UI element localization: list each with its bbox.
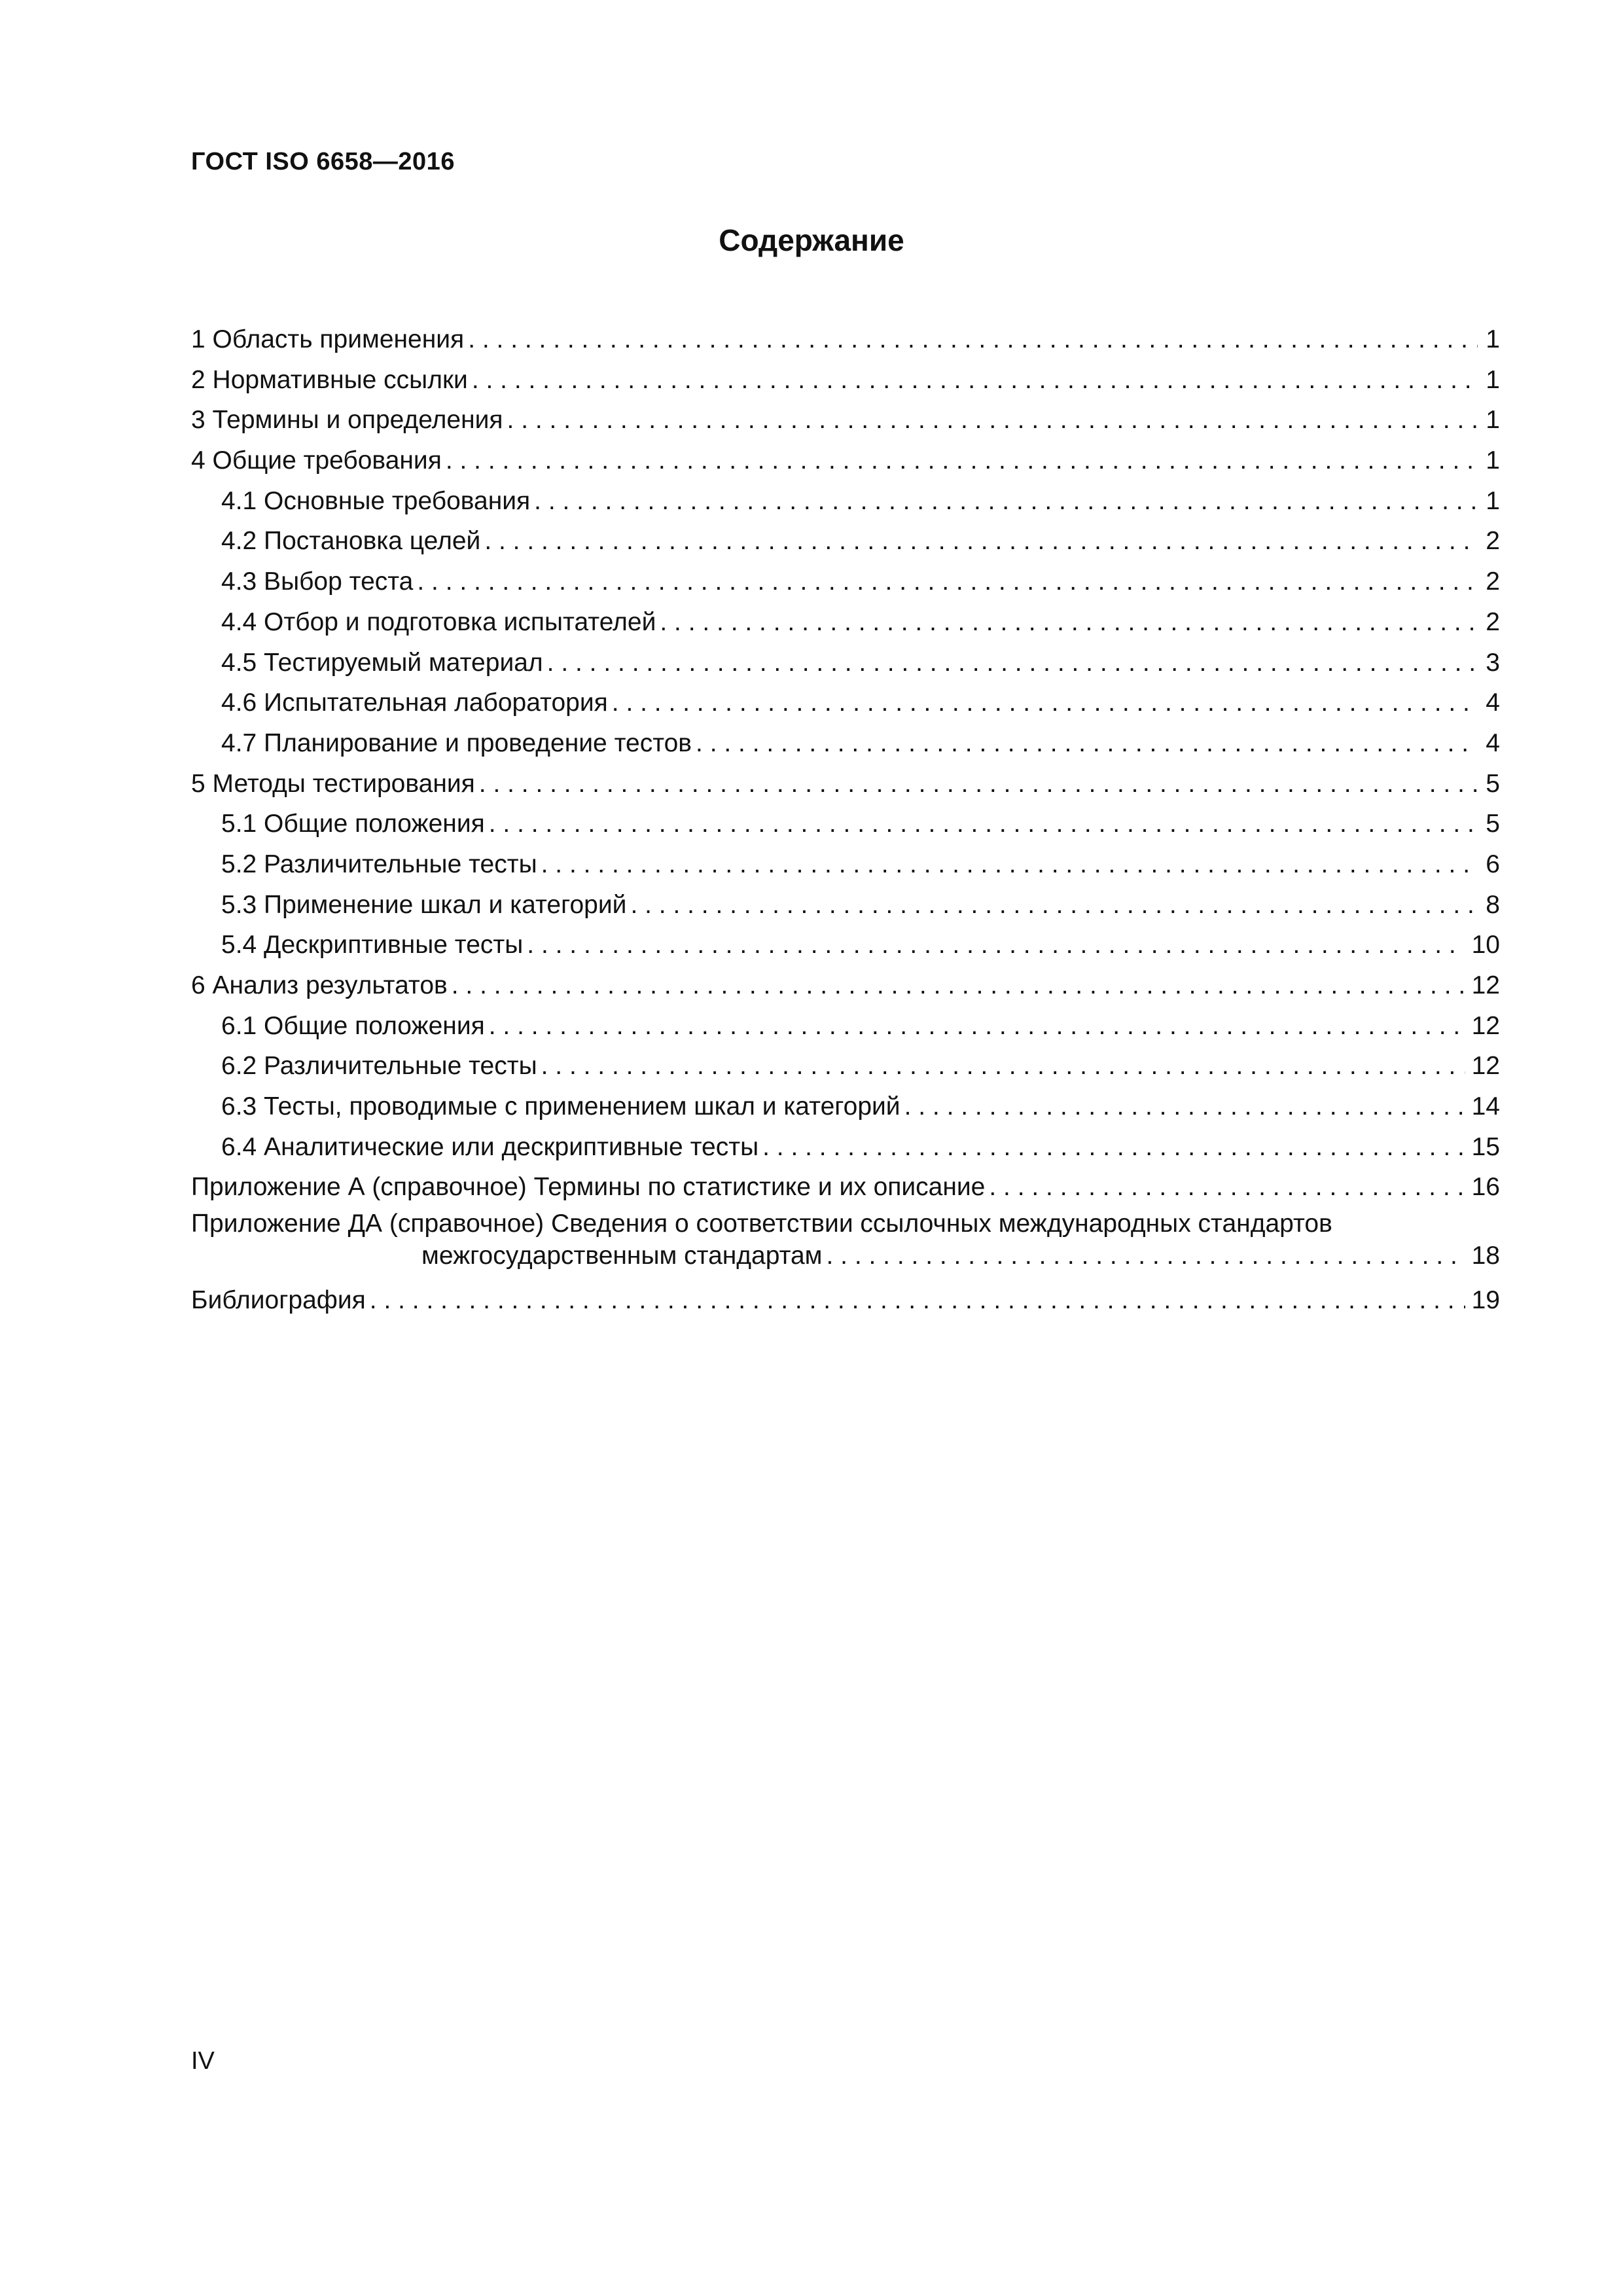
toc-entry[interactable] bbox=[191, 521, 1500, 562]
toc-entry-page: 12 bbox=[1471, 971, 1500, 999]
toc-entry-page: 1 bbox=[1486, 365, 1500, 394]
toc-entry-label-line2: межгосударственным стандартам bbox=[421, 1242, 823, 1270]
toc-entry-label: Приложение А (справочное) Термины по статистике и их описание bbox=[191, 1173, 986, 1202]
toc-dot-leader bbox=[489, 804, 1478, 844]
toc-entry[interactable] bbox=[191, 885, 1500, 925]
toc-entry-page: 1 bbox=[1486, 446, 1500, 475]
toc-dot-leader bbox=[417, 562, 1478, 602]
toc-dot-leader bbox=[696, 723, 1478, 764]
toc-entry-label: 6.2 Различительные тесты bbox=[221, 1052, 537, 1081]
toc-entry-page: 15 bbox=[1471, 1132, 1500, 1161]
toc-dot-leader bbox=[484, 521, 1478, 562]
toc-entry-label: 4.7 Планирование и проведение тестов bbox=[221, 728, 692, 757]
toc-entry-page: 12 bbox=[1471, 1011, 1500, 1040]
toc-entry-label: 3 Термины и определения bbox=[191, 406, 503, 435]
toc-entry[interactable] bbox=[191, 602, 1500, 643]
toc-entry[interactable] bbox=[191, 1167, 1500, 1208]
toc-entry-page: 18 bbox=[1471, 1242, 1500, 1270]
toc-dot-leader bbox=[479, 764, 1478, 804]
table-of-contents bbox=[191, 319, 1500, 1321]
toc-entry-page: 5 bbox=[1486, 769, 1500, 798]
toc-dot-leader bbox=[472, 360, 1478, 401]
toc-entry[interactable] bbox=[191, 319, 1500, 360]
toc-entry[interactable] bbox=[191, 400, 1500, 440]
toc-entry-label: 6.1 Общие положения bbox=[221, 1011, 485, 1040]
toc-entry[interactable] bbox=[191, 965, 1500, 1006]
toc-entry-label: 4.6 Испытательная лаборатория bbox=[221, 689, 608, 717]
toc-dot-leader bbox=[468, 319, 1478, 360]
document-code: ГОСТ ISO 6658—2016 bbox=[191, 148, 455, 175]
toc-entry-label: 4 Общие требования bbox=[191, 446, 442, 475]
toc-entry-page: 10 bbox=[1471, 931, 1500, 960]
toc-entry-annex-da[interactable] bbox=[191, 1208, 1500, 1280]
page-number: IV bbox=[191, 2047, 215, 2075]
toc-entry-label: 4.3 Выбор теста bbox=[221, 567, 414, 596]
toc-entry-label: 5 Методы тестирования bbox=[191, 769, 475, 798]
toc-dot-leader bbox=[541, 844, 1478, 885]
toc-entry-label: 1 Область применения bbox=[191, 325, 465, 353]
toc-entry-label: 4.2 Постановка целей bbox=[221, 527, 481, 556]
toc-entry-page: 1 bbox=[1486, 406, 1500, 435]
toc-entry-label: 6.4 Аналитические или дескриптивные тесты bbox=[221, 1132, 759, 1161]
toc-dot-leader bbox=[612, 683, 1478, 723]
toc-dot-leader bbox=[541, 1046, 1465, 1086]
toc-entry-label: 2 Нормативные ссылки bbox=[191, 365, 468, 394]
toc-dot-leader bbox=[660, 602, 1478, 643]
toc-dot-leader bbox=[827, 1240, 1465, 1272]
toc-entry-label: 5.2 Различительные тесты bbox=[221, 850, 537, 878]
toc-entry-page: 4 bbox=[1486, 728, 1500, 757]
toc-entries bbox=[191, 319, 1500, 1208]
toc-entry-label: 4.1 Основные требования bbox=[221, 486, 531, 515]
toc-entry-label-continuation bbox=[191, 1240, 1500, 1280]
toc-entry[interactable] bbox=[191, 844, 1500, 885]
toc-entry-page: 3 bbox=[1486, 648, 1500, 677]
toc-entry[interactable] bbox=[191, 481, 1500, 522]
toc-entry[interactable] bbox=[191, 643, 1500, 683]
toc-entry[interactable] bbox=[191, 764, 1500, 804]
toc-dot-leader bbox=[547, 643, 1478, 683]
toc-dot-leader bbox=[370, 1280, 1465, 1321]
toc-entry-page: 12 bbox=[1471, 1052, 1500, 1081]
toc-entry-label: Библиография bbox=[191, 1286, 366, 1315]
toc-entry[interactable] bbox=[191, 1086, 1500, 1127]
toc-dot-leader bbox=[452, 965, 1465, 1006]
toc-entry-page: 19 bbox=[1471, 1286, 1500, 1315]
toc-entry-label: 5.4 Дескриптивные тесты bbox=[221, 931, 524, 960]
toc-entry-bibliography[interactable] bbox=[191, 1280, 1500, 1321]
toc-entry[interactable] bbox=[191, 804, 1500, 844]
toc-entry-page: 1 bbox=[1486, 325, 1500, 353]
toc-entry-label: 5.1 Общие положения bbox=[221, 810, 485, 838]
toc-entry-label: 5.3 Применение шкал и категорий bbox=[221, 890, 627, 919]
toc-entry[interactable] bbox=[191, 1127, 1500, 1168]
toc-entry-page: 6 bbox=[1486, 850, 1500, 878]
toc-entry-page: 2 bbox=[1486, 527, 1500, 556]
toc-dot-leader bbox=[904, 1086, 1465, 1127]
toc-entry[interactable] bbox=[191, 683, 1500, 723]
toc-title: Содержание bbox=[719, 223, 904, 257]
toc-dot-leader bbox=[446, 440, 1478, 481]
toc-dot-leader bbox=[527, 925, 1465, 965]
toc-entry-page: 1 bbox=[1486, 486, 1500, 515]
toc-entry-page: 2 bbox=[1486, 607, 1500, 636]
toc-entry-page: 8 bbox=[1486, 890, 1500, 919]
toc-entry[interactable] bbox=[191, 1046, 1500, 1086]
toc-entry-page: 14 bbox=[1471, 1092, 1500, 1121]
toc-entry-page: 4 bbox=[1486, 689, 1500, 717]
toc-entry[interactable] bbox=[191, 925, 1500, 965]
toc-dot-leader bbox=[762, 1127, 1465, 1168]
toc-entry[interactable] bbox=[191, 562, 1500, 602]
toc-entry-label: 4.5 Тестируемый материал bbox=[221, 648, 543, 677]
toc-entry-label: 6 Анализ результатов bbox=[191, 971, 448, 999]
toc-dot-leader bbox=[534, 481, 1478, 522]
toc-dot-leader bbox=[630, 885, 1478, 925]
toc-entry-page: 2 bbox=[1486, 567, 1500, 596]
toc-entry[interactable] bbox=[191, 360, 1500, 401]
toc-entry[interactable] bbox=[191, 1006, 1500, 1047]
toc-entry-label: Приложение ДА (справочное) Сведения о соответствии ссылочных международных стандартов bbox=[191, 1210, 1332, 1238]
toc-entry[interactable] bbox=[191, 440, 1500, 481]
toc-entry-page: 5 bbox=[1486, 810, 1500, 838]
toc-entry[interactable] bbox=[191, 723, 1500, 764]
toc-dot-leader bbox=[507, 400, 1478, 440]
toc-entry-page: 16 bbox=[1471, 1173, 1500, 1202]
toc-entry-label: 6.3 Тесты, проводимые с применением шкал и категорий bbox=[221, 1092, 901, 1121]
toc-entry-label: 4.4 Отбор и подготовка испытателей bbox=[221, 607, 656, 636]
toc-dot-leader bbox=[989, 1167, 1465, 1208]
toc-dot-leader bbox=[489, 1006, 1465, 1047]
